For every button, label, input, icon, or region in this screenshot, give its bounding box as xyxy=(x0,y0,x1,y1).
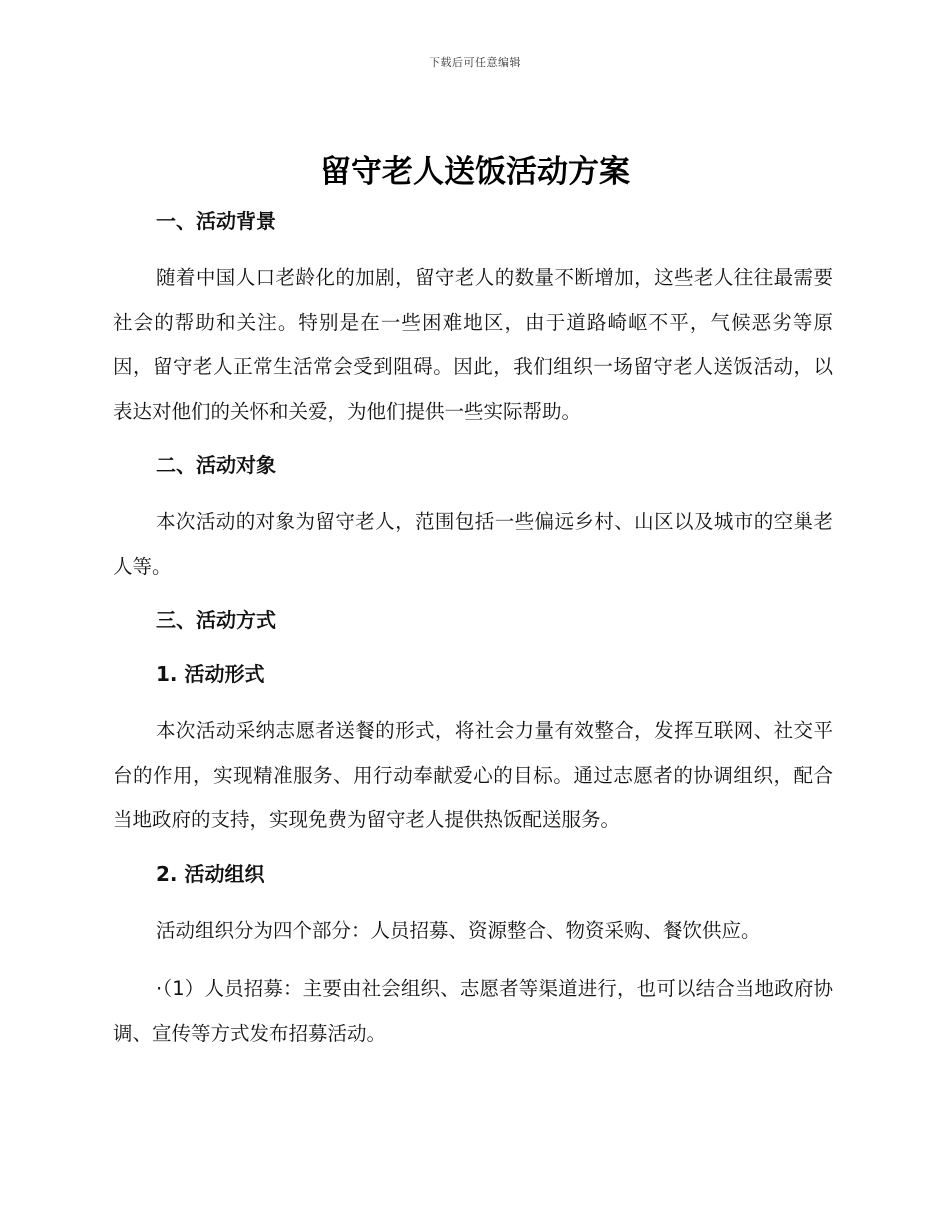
paragraph-organization: 活动组织分为四个部分：人员招募、资源整合、物资采购、餐饮供应。 xyxy=(156,918,761,942)
document-body xyxy=(113,204,833,1056)
document-title: 留守老人送饭活动方案 xyxy=(320,154,630,190)
paragraph-form: 本次活动采纳志愿者送餐的形式，将社会力量有效整合，发挥互联网、社交平台的作用，实现精准服务、用行动奉献爱心的目标。通过志愿者的协调组织，配合当地政府的支持，实现免费为留守老人提供热饭配送服务。 xyxy=(113,719,833,831)
subsection-heading-form: 1. 活动形式 xyxy=(156,662,265,686)
paragraph-recruitment: ·（1）人员招募：主要由社会组织、志愿者等渠道进行，也可以结合当地政府协调、宣传等方式发布招募活动。 xyxy=(113,977,833,1045)
paragraph-background: 随着中国人口老龄化的加剧，留守老人的数量不断增加，这些老人往往最需要社会的帮助和关注。特别是在一些困难地区，由于道路崎岖不平，气候恶劣等原因，留守老人正常生活常会受到阻碍。因此，我们组织一场留守老人送饭活动，以表达对他们的关怀和关爱，为他们提供一些实际帮助。 xyxy=(113,266,833,423)
header-note: 下载后可任意编辑 xyxy=(429,56,521,69)
section-heading-background: 一、活动背景 xyxy=(156,209,276,233)
subsection-heading-organization: 2. 活动组织 xyxy=(156,861,265,886)
section-heading-target: 二、活动对象 xyxy=(156,453,276,477)
section-heading-method: 三、活动方式 xyxy=(156,608,276,632)
paragraph-target: 本次活动的对象为留守老人，范围包括一些偏远乡村、山区以及城市的空巢老人等。 xyxy=(113,510,833,578)
